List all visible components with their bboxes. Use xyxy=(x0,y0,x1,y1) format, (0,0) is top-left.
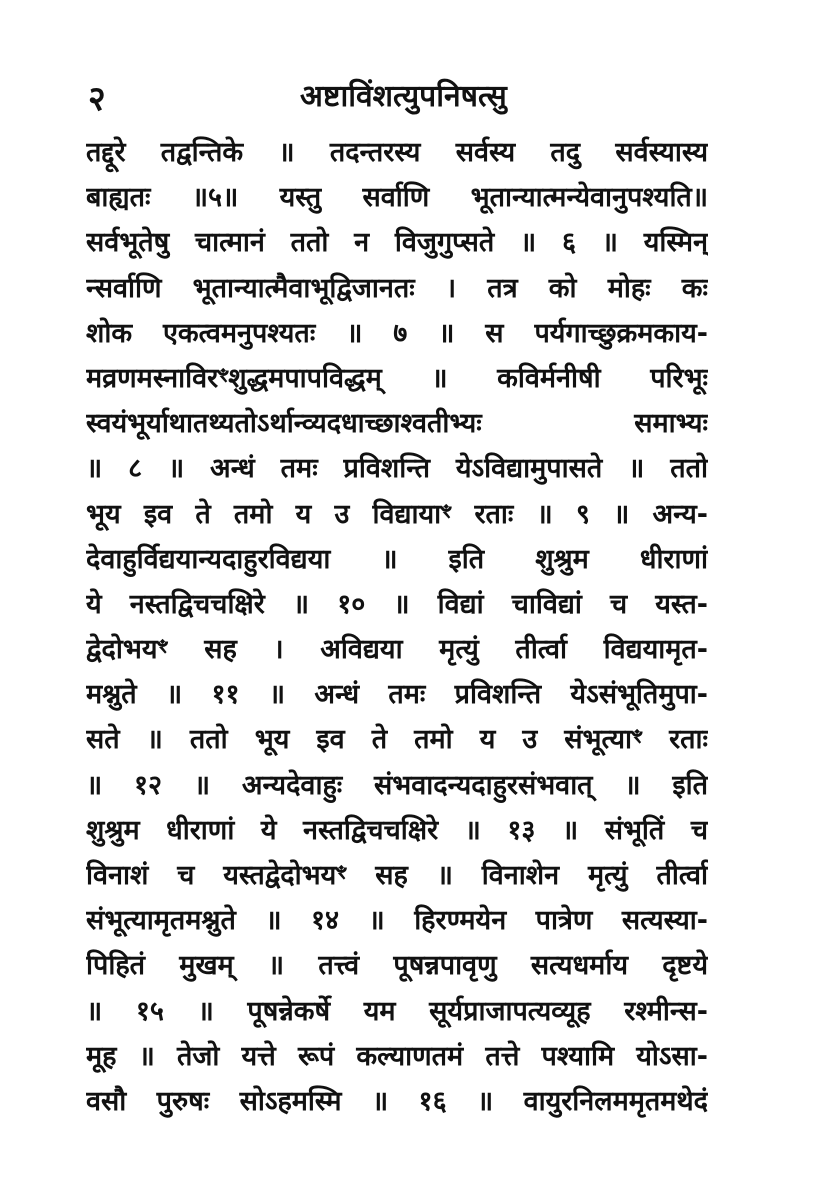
text-line: ये नस्तद्विचचक्षिरे ॥ १० ॥ विद्यां चाविद्यां च यस्त- xyxy=(86,588,708,620)
text-line: न्सर्वाणि भूतान्यात्मैवाभूद्विजानतः । तत्र को मोहः कः xyxy=(86,272,708,304)
text-line: मूह ॥ तेजो यत्ते रूपं कल्याणतमं तत्ते पश्यामि योऽसा- xyxy=(86,1040,708,1072)
text-line: स्वयंभूर्याथातथ्यतोऽर्थान्व्यदधाच्छाश्वतीभ्यः समाभ्यः xyxy=(86,408,708,440)
text-line: द्वेदोभयꣳ सह । अविद्यया मृत्युं तीर्त्वा विद्ययामृत- xyxy=(86,634,708,666)
body-text xyxy=(86,130,708,1124)
page-number: २ xyxy=(88,79,106,119)
page-header xyxy=(80,70,720,122)
text-line: भूय इव ते तमो य उ विद्यायाꣳ रताः ॥ ९ ॥ अन्य- xyxy=(86,498,708,530)
text-line: शोक एकत्वमनुपश्यतः ॥ ७ ॥ स पर्यगाच्छुक्रमकाय- xyxy=(86,317,708,349)
text-line: मव्रणमस्नाविरꣳशुद्धमपापविद्धम् ॥ कविर्मनीषी परिभूः xyxy=(86,362,708,394)
text-line: ॥ ८ ॥ अन्धं तमः प्रविशन्ति येऽविद्यामुपासते ॥ ततो xyxy=(86,453,708,485)
text-line: ॥ १५ ॥ पूषन्नेकर्षे यम सूर्यप्राजापत्यव्यूह रश्मीन्स- xyxy=(86,995,708,1027)
text-line: वसौ पुरुषः सोऽहमस्मि ॥ १६ ॥ वायुरनिलममृतमथेदं xyxy=(86,1085,708,1117)
text-line: तद्दूरे तद्वन्तिके ॥ तदन्तरस्य सर्वस्य तदु सर्वस्यास्य xyxy=(86,137,708,168)
running-title: अष्टाविंशत्युपनिषत्सु xyxy=(300,79,507,114)
text-line: बाह्यतः ॥५॥ यस्तु सर्वाणि भूतान्यात्मन्येवानुपश्यति॥ xyxy=(86,182,708,214)
text-line: सर्वभूतेषु चात्मानं ततो न विजुगुप्सते ॥ ६ ॥ यस्मिन् xyxy=(86,227,708,259)
text-line: सते ॥ ततो भूय इव ते तमो य उ संभूत्याꣳ रताः xyxy=(86,724,708,756)
text-line: संभूत्यामृतमश्नुते ॥ १४ ॥ हिरण्मयेन पात्रेण सत्यस्या- xyxy=(86,905,708,937)
text-line: मश्नुते ॥ ११ ॥ अन्धं तमः प्रविशन्ति येऽसंभूतिमुपा- xyxy=(86,679,708,711)
text-line: विनाशं च यस्तद्वेदोभयꣳ सह ॥ विनाशेन मृत्युं तीर्त्वा xyxy=(86,860,708,891)
text-line: ॥ १२ ॥ अन्यदेवाहुः संभवादन्यदाहुरसंभवात् ॥ इति xyxy=(86,769,708,801)
text-line: शुश्रुम धीराणां ये नस्तद्विचचक्षिरे ॥ १३ ॥ संभूतिं च xyxy=(86,814,708,846)
text-line: पिहितं मुखम् ॥ तत्त्वं पूषन्नपावृणु सत्यधर्माय दृष्टये xyxy=(86,950,708,982)
text-line: देवाहुर्विद्ययान्यदाहुरविद्यया ॥ इति शुश्रुम धीराणां xyxy=(86,543,708,575)
